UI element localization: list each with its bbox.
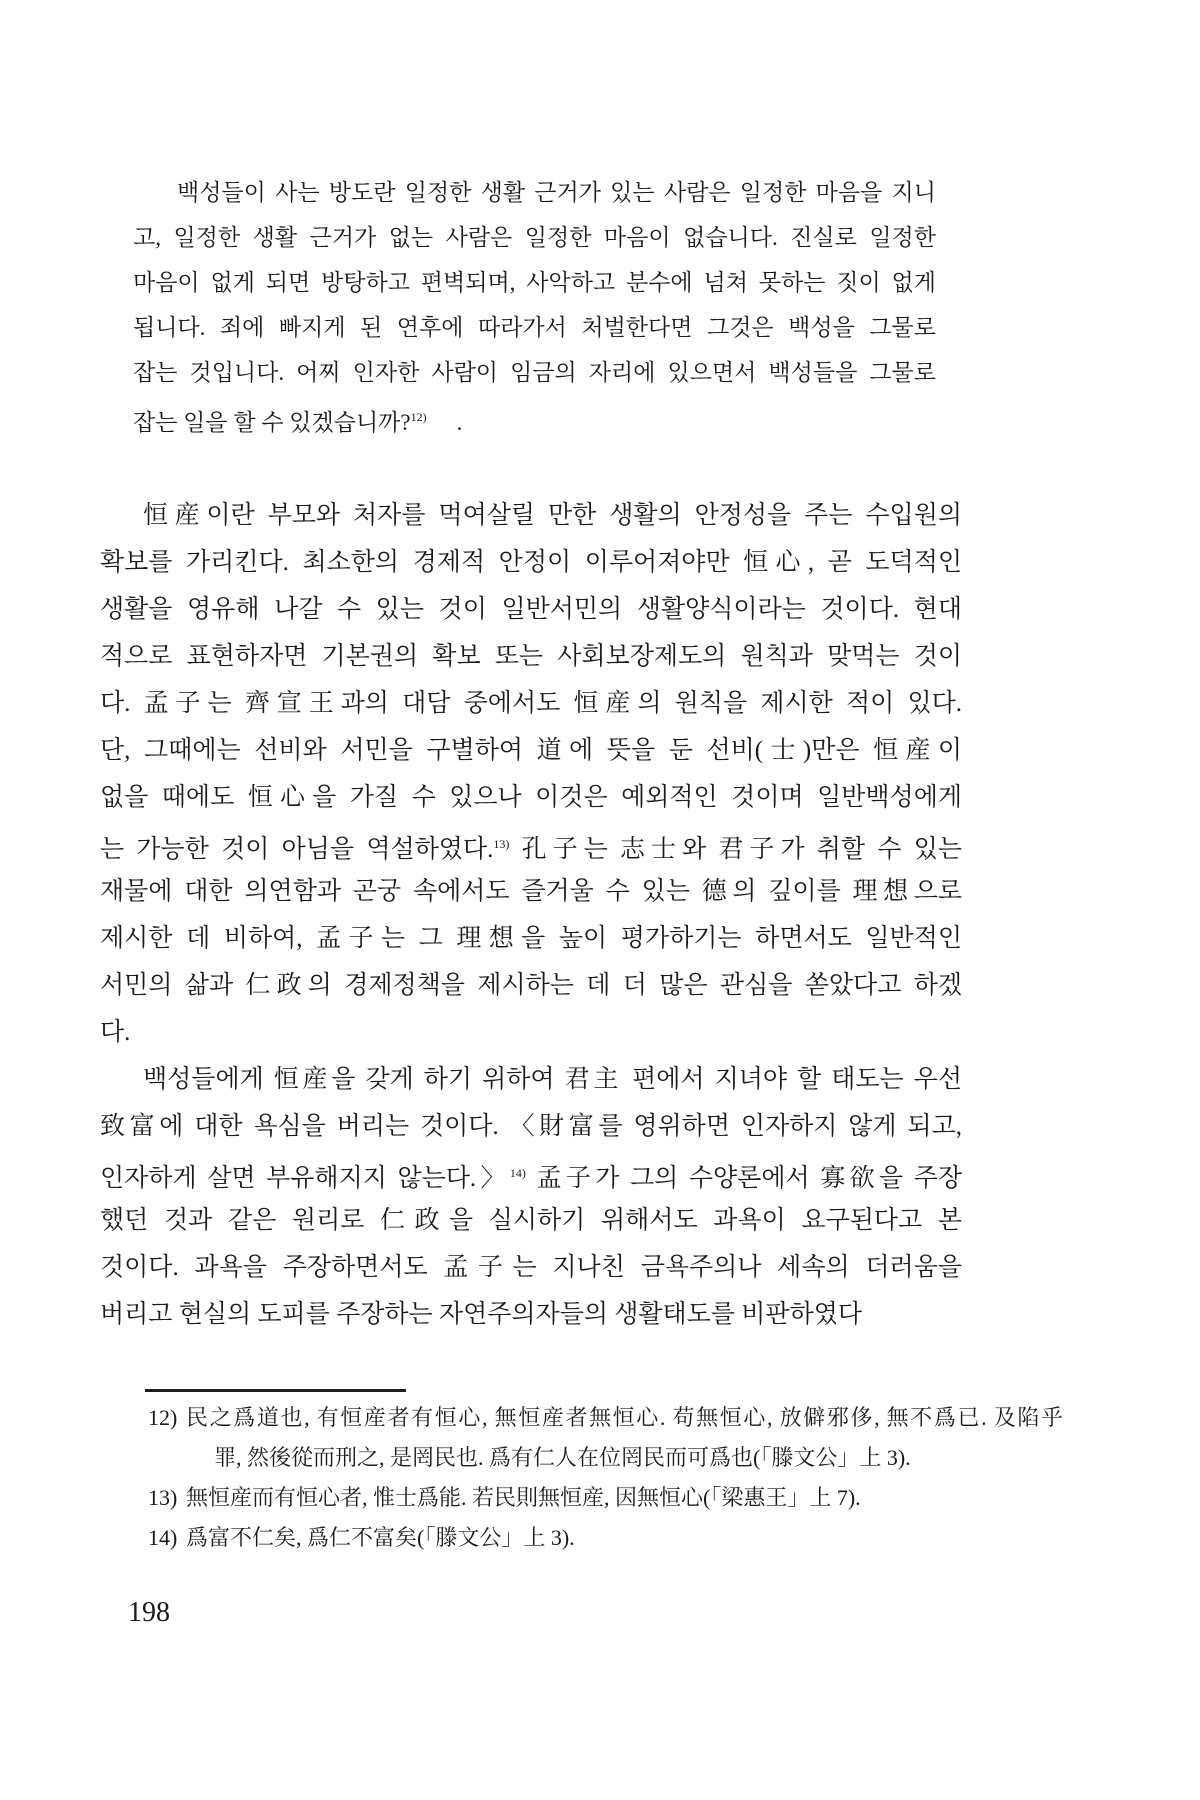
text-line — [100, 1056, 962, 1103]
footnote-text — [186, 1478, 1063, 1518]
footnote-marker: 14) — [148, 1525, 178, 1550]
text-line — [100, 868, 962, 915]
text-line — [100, 633, 962, 680]
text-segment: 재물에 대한 의연함과 곤궁 속에서도 즐거울 수 있는 德의 깊이를 理想으로 — [100, 878, 962, 905]
text-line — [100, 962, 962, 1009]
text-line — [133, 305, 936, 350]
text-line — [100, 1244, 962, 1291]
body-paragraph — [100, 492, 962, 1056]
text-line — [100, 1197, 962, 1244]
text-segment: 恒産이란 부모와 처자를 먹여살릴 만한 생활의 안정성을 주는 수입원의 — [143, 502, 962, 529]
text-segment: . — [456, 410, 463, 435]
text-segment: 것이다. 과욕을 주장하면서도 孟子는 지나친 금욕주의나 세속의 더러움을 — [100, 1254, 962, 1281]
text-segment: 罪, 然後從而刑之, 是罔民也. 爲有仁人在位罔民而可爲也(「滕文公」上 3). — [214, 1445, 911, 1470]
text-segment: 없을 때에도 恒心을 가질 수 있으나 이것은 예외적인 것이며 일반백성에게 — [100, 784, 962, 811]
text-segment: 인자하게 살면 부유해지지 않는다.〉 — [100, 1165, 510, 1192]
footnote — [148, 1478, 1063, 1518]
text-segment: 버리고 현실의 도피를 주장하는 자연주의자들의 생활태도를 비판하였다 — [100, 1301, 863, 1328]
text-line — [100, 727, 962, 774]
footnote-marker: 12) — [148, 1405, 178, 1430]
text-segment: 백성들에게 恒産을 갖게 하기 위하여 君主 편에서 지녀야 할 태도는 우선 — [143, 1066, 962, 1093]
text-line — [100, 821, 962, 868]
page-number: 198 — [128, 1597, 170, 1628]
text-segment: 고, 일정한 생활 근거가 없는 사람은 일정한 마음이 없습니다. 진실로 일정한 — [133, 225, 936, 250]
text-line — [133, 260, 936, 305]
text-line — [100, 774, 962, 821]
text-segment: 백성들이 사는 방도란 일정한 생활 근거가 있는 사람은 일정한 마음을 지니 — [177, 180, 936, 205]
text-segment: 爲富不仁矣, 爲仁不富矣(「滕文公」上 3). — [186, 1525, 575, 1550]
text-segment: 적으로 표현하자면 기본권의 확보 또는 사회보장제도의 원칙과 맞먹는 것이 — [100, 643, 962, 670]
text-segment: 마음이 없게 되면 방탕하고 편벽되며, 사악하고 분수에 넘쳐 못하는 짓이 없게 — [133, 270, 936, 295]
text-segment: 致富에 대한 욕심을 버리는 것이다. 〈財富를 영위하면 인자하지 않게 되고, — [100, 1113, 962, 1140]
footnote — [148, 1398, 1063, 1478]
text-segment: 잡는 일을 할 수 있겠습니까? — [133, 410, 411, 435]
body-paragraph — [100, 1056, 962, 1338]
footnote-marker: 13) — [148, 1485, 178, 1510]
text-line — [133, 215, 936, 260]
text-segment: 孔子는 志士와 君子가 취할 수 있는 — [509, 836, 962, 863]
text-segment: 孟子가 그의 수양론에서 寡欲을 주장 — [525, 1165, 962, 1192]
text-segment: 다. 孟子는 齊宣王과의 대담 중에서도 恒産의 원칙을 제시한 적이 있다. — [100, 690, 962, 717]
text-line — [186, 1518, 1063, 1558]
text-segment: 제시한 데 비하여, 孟子는 그 理想을 높이 평가하기는 하면서도 일반적인 — [100, 925, 962, 952]
footnote-ref: 12) — [410, 410, 427, 424]
text-line — [100, 680, 962, 727]
text-segment: 됩니다. 죄에 빠지게 된 연후에 따라가서 처벌한다면 그것은 백성을 그물로 — [133, 315, 936, 340]
text-segment: 했던 것과 같은 원리로 仁政을 실시하기 위해서도 과욕이 요구된다고 본 — [100, 1207, 962, 1234]
text-segment: 는 가능한 것이 아님을 역설하였다. — [100, 836, 494, 863]
footnote-separator — [145, 1389, 406, 1392]
footnote-text — [186, 1518, 1063, 1558]
text-line — [100, 1291, 962, 1338]
text-line — [133, 350, 936, 395]
footnotes — [148, 1398, 1063, 1558]
footnote-text — [186, 1398, 1063, 1478]
text-line — [186, 1438, 1063, 1478]
text-line — [133, 395, 936, 440]
text-line — [133, 170, 936, 215]
text-segment: 확보를 가리킨다. 최소한의 경제적 안정이 이루어져야만 恒心, 곧 도덕적인 — [100, 549, 962, 576]
text-line — [100, 1103, 962, 1150]
text-line — [100, 492, 962, 539]
text-segment: 단, 그때에는 선비와 서민을 구별하여 道에 뜻을 둔 선비(士)만은 恒産이 — [100, 737, 962, 764]
text-segment: 잡는 것입니다. 어찌 인자한 사람이 임금의 자리에 있으면서 백성들을 그물로 — [133, 360, 936, 385]
footnote — [148, 1518, 1063, 1558]
text-segment: 생활을 영유해 나갈 수 있는 것이 일반서민의 생활양식이라는 것이다. 현대 — [100, 596, 962, 623]
footnote-ref: 14) — [509, 1166, 526, 1180]
footnote-ref: 13) — [493, 837, 510, 851]
text-segment: 서민의 삶과 仁政의 경제정책을 제시하는 데 더 많은 관심을 쏟았다고 하겠 — [100, 972, 962, 999]
text-segment: 다. — [100, 1019, 131, 1046]
text-line — [100, 915, 962, 962]
text-segment: 無恒産而有恒心者, 惟士爲能. 若民則無恒産, 因無恒心(「梁惠王」上 7). — [186, 1485, 861, 1510]
body-text — [100, 492, 962, 1338]
text-line — [186, 1398, 1063, 1438]
text-line — [100, 539, 962, 586]
text-segment: 民之爲道也, 有恒産者有恒心, 無恒産者無恒心. 苟無恒心, 放僻邪侈, 無不爲已. 及陷乎 — [186, 1405, 1063, 1430]
text-line — [100, 1009, 962, 1056]
text-line — [100, 586, 962, 633]
text-line — [100, 1150, 962, 1197]
text-line — [186, 1478, 1063, 1518]
block-quote — [133, 170, 936, 440]
